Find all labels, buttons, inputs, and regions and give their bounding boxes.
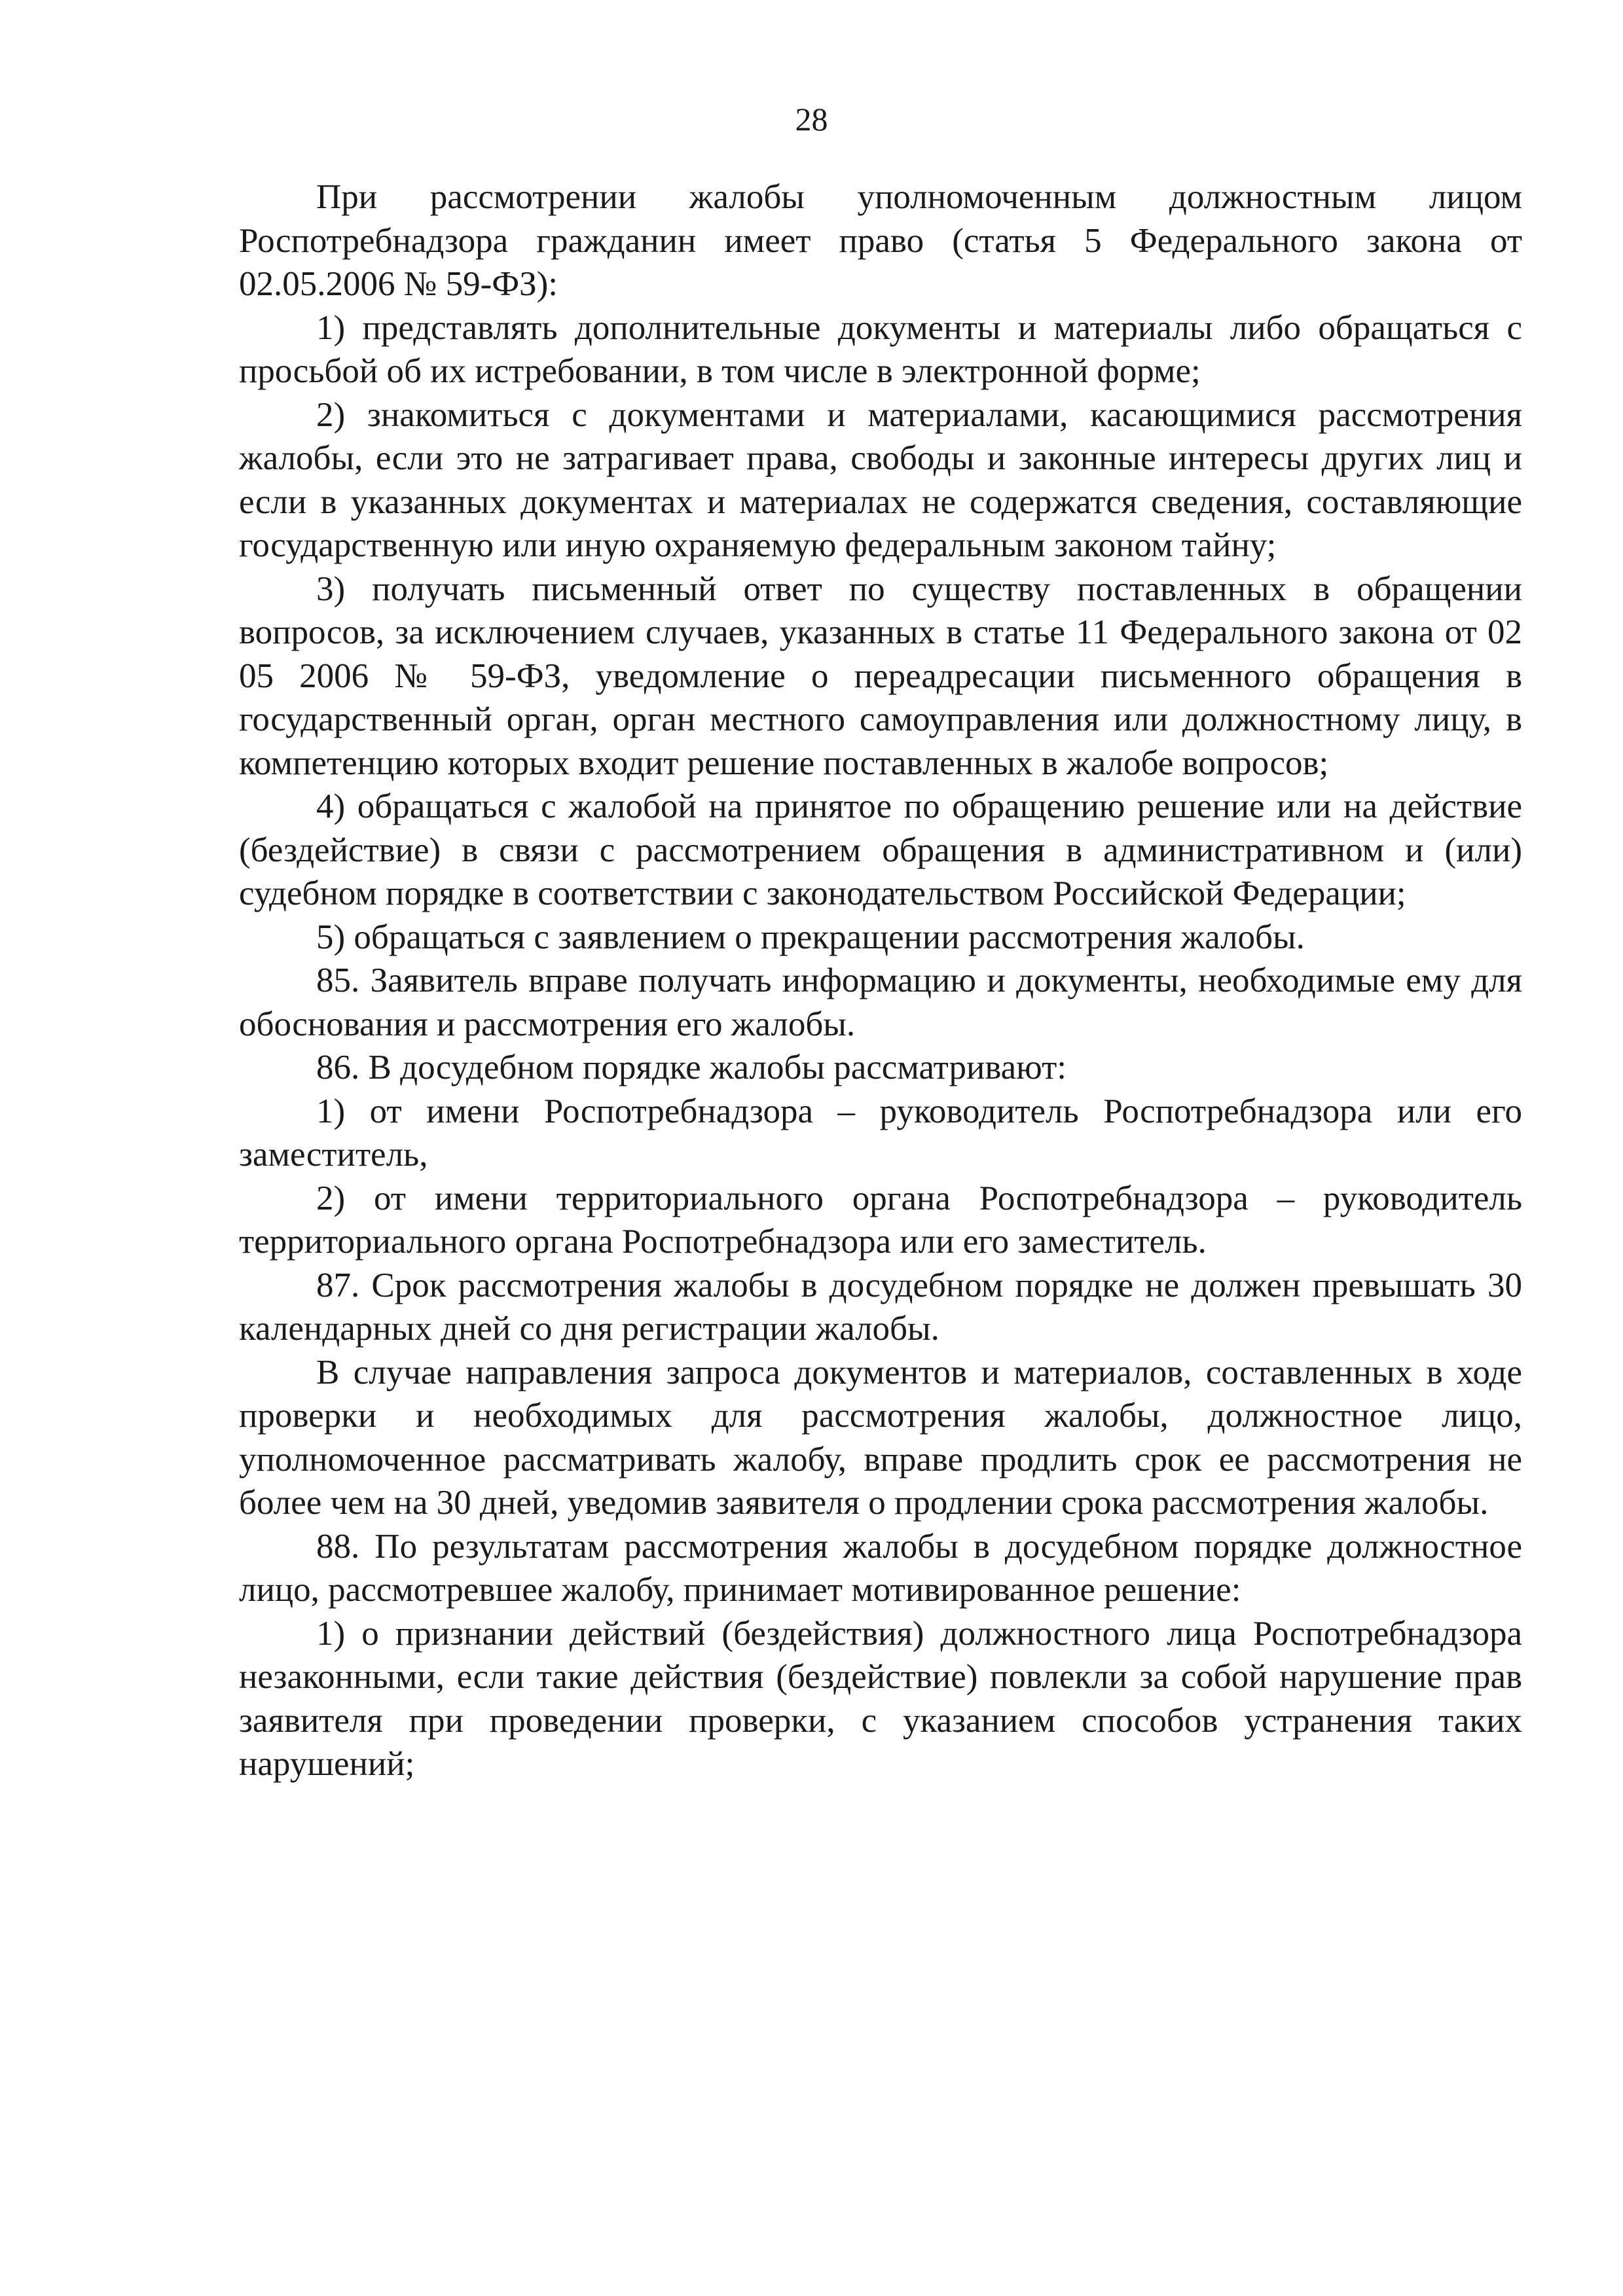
paragraph-right-4: 4) обращаться с жалобой на принятое по обращению решение или на действие (бездействие) в связи с рассмотрением обращения в административном и (или) судебном порядке в соответствии с законодательством Российской Федерации; — [239, 787, 1522, 912]
paragraph-86-item-1: 1) от имени Роспотребнадзора – руководитель Роспотребнадзора или его заместитель, — [239, 1092, 1522, 1174]
paragraph-86: 86. В досудебном порядке жалобы рассматривают: — [316, 1049, 1067, 1086]
paragraph-88-item-1: 1) о признании действий (бездействия) должностного лица Роспотребнадзора незаконными, если такие действия (бездействие) повлекли за собой нарушение прав заявителя при проведении проверки, с указанием способов устранения таких нарушений; — [239, 1614, 1522, 1783]
paragraph-87: 87. Срок рассмотрения жалобы в досудебном порядке не должен превышать 30 календарных дней со дня регистрации жалобы. — [239, 1266, 1522, 1348]
paragraph-88: 88. По результатам рассмотрения жалобы в досудебном порядке должностное лицо, рассмотревшее жалобу, принимает мотивированное решение: — [239, 1527, 1522, 1609]
document-body — [239, 175, 1522, 1786]
paragraph-right-2: 2) знакомиться с документами и материалами, касающимися рассмотрения жалобы, если это не затрагивает права, свободы и законные интересы других лиц и если в указанных документах и материалах не содержатся сведения, составляющие государственную или иную охраняемую федеральным законом тайну; — [239, 395, 1522, 564]
paragraph-rights-intro: При рассмотрении жалобы уполномоченным должностным лицом Роспотребнадзора гражданин имеет право (статья 5 Федерального закона от 02.05.2006 № 59-ФЗ): — [239, 178, 1522, 303]
paragraph-right-3: 3) получать письменный ответ по существу поставленных в обращении вопросов, за исключением случаев, указанных в статье 11 Федерального закона от 02 05 2006 № 59-ФЗ, уведомление о переадресации письменного обращения в государственный орган, орган местного самоуправления или должностному лицу, в компетенцию которых входит решение поставленных в жалобе вопросов; — [239, 569, 1522, 782]
paragraph-86-item-2: 2) от имени территориального органа Роспотребнадзора – руководитель территориального органа Роспотребнадзора или его заместитель. — [239, 1179, 1522, 1261]
paragraph-right-1: 1) представлять дополнительные документы и материалы либо обращаться с просьбой об их истребовании, в том числе в электронной форме; — [239, 308, 1522, 390]
paragraph-87-extension: В случае направления запроса документов и материалов, составленных в ходе проверки и необходимых для рассмотрения жалобы, должностное лицо, уполномоченное рассматривать жалобу, вправе продлить срок ее рассмотрения не более чем на 30 дней, уведомив заявителя о продлении срока рассмотрения жалобы. — [239, 1353, 1522, 1522]
paragraph-85: 85. Заявитель вправе получать информацию и документы, необходимые ему для обоснования и рассмотрения его жалобы. — [239, 961, 1522, 1043]
page-number: 28 — [795, 101, 828, 137]
paragraph-right-5: 5) обращаться с заявлением о прекращении рассмотрения жалобы. — [316, 918, 1305, 956]
